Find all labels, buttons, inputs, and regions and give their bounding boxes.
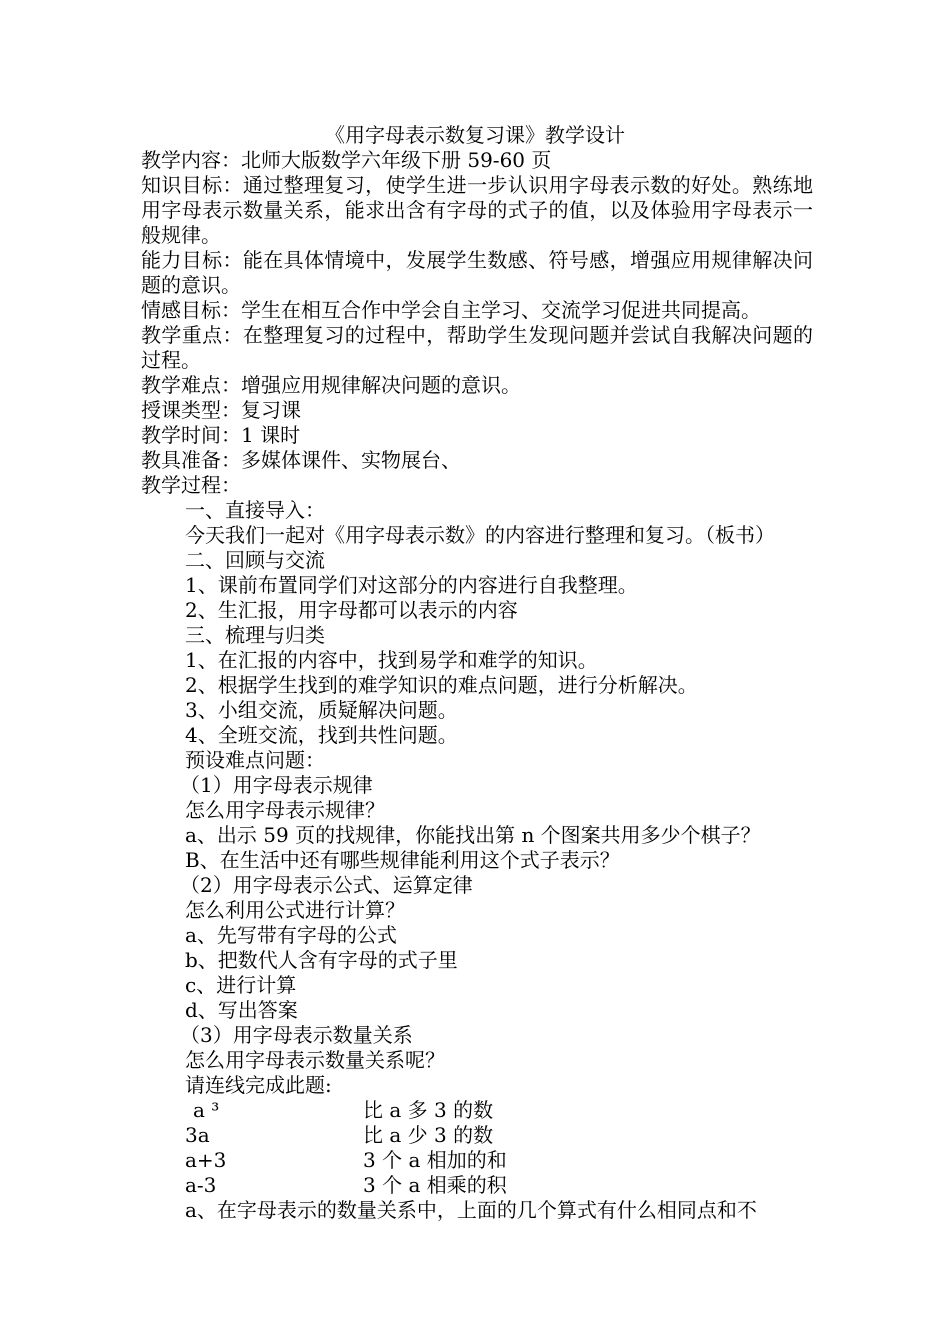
match-row <box>141 1173 813 1198</box>
question-3-a: a、在字母表示的数量关系中，上面的几个算式有什么相同点和不 <box>185 1198 757 1222</box>
section-1-title: 一、直接导入： <box>185 498 325 522</box>
section-2-title: 二、回顾与交流 <box>185 548 325 572</box>
document-title: 《用字母表示数复习课》教学设计 <box>325 123 625 147</box>
question-3-ask: 怎么用字母表示数量关系呢？ <box>185 1048 445 1072</box>
question-1-a: a、出示 59 页的找规律，你能找出第 n 个图案共用多少个棋子？ <box>185 823 761 847</box>
question-1-title: （1）用字母表示规律 <box>180 773 373 797</box>
section-3-item-2: 2、根据学生找到的难学知识的难点问题，进行分析解决。 <box>185 673 698 697</box>
question-2-c: c、进行计算 <box>185 973 297 997</box>
teaching-content: 教学内容：北师大版数学六年级下册 59-60 页 <box>141 148 552 172</box>
match-right-1: 比 a 多 3 的数 <box>363 1098 494 1122</box>
match-right-3: 3 个 a 相加的和 <box>363 1148 507 1172</box>
question-2-ask: 怎么利用公式进行计算？ <box>185 898 405 922</box>
match-row <box>141 1098 813 1123</box>
key-point: 教学重点：在整理复习的过程中，帮助学生发现问题并尝试自我解决问题的过程。 <box>141 323 813 372</box>
match-left-1: a ³ <box>193 1098 220 1122</box>
question-1-ask: 怎么用字母表示规律？ <box>185 798 385 822</box>
section-3-title: 三、梳理与归类 <box>185 623 325 647</box>
match-right-4: 3 个 a 相乘的积 <box>363 1173 507 1197</box>
question-2-title: （2）用字母表示公式、运算定律 <box>180 873 473 897</box>
section-3-item-4: 4、全班交流，找到共性问题。 <box>185 723 458 747</box>
match-left-4: a-3 <box>185 1173 217 1197</box>
match-row <box>141 1123 813 1148</box>
materials: 教具准备：多媒体课件、实物展台、 <box>141 448 461 472</box>
section-2-item-2: 2、生汇报，用字母都可以表示的内容 <box>185 598 518 622</box>
question-1-b: B、在生活中还有哪些规律能利用这个式子表示？ <box>185 848 620 872</box>
match-row <box>141 1148 813 1173</box>
question-3-title: （3）用字母表示数量关系 <box>180 1023 413 1047</box>
match-left-2: 3a <box>185 1123 210 1147</box>
match-right-2: 比 a 少 3 的数 <box>363 1123 494 1147</box>
section-3-item-3: 3、小组交流，质疑解决问题。 <box>185 698 458 722</box>
difficulty: 教学难点：增强应用规律解决问题的意识。 <box>141 373 521 397</box>
section-3-item-1: 1、在汇报的内容中，找到易学和难学的知识。 <box>185 648 598 672</box>
section-2-item-1: 1、课前布置同学们对这部分的内容进行自我整理。 <box>185 573 638 597</box>
knowledge-goal: 知识目标：通过整理复习，使学生进一步认识用字母表示数的好处。熟练地用字母表示数量关系，能求出含有字母的式子的值，以及体验用字母表示一般规律。 <box>141 173 813 247</box>
section-1-text: 今天我们一起对《用字母表示数》的内容进行整理和复习。（板书） <box>185 523 775 547</box>
match-left-3: a+3 <box>185 1148 227 1172</box>
preset-problems: 预设难点问题： <box>185 748 325 772</box>
question-2-b: b、把数代人含有字母的式子里 <box>185 948 458 972</box>
question-3-task: 请连线完成此题: <box>185 1073 332 1097</box>
lesson-type: 授课类型：复习课 <box>141 398 301 422</box>
question-2-a: a、先写带有字母的公式 <box>185 923 397 947</box>
emotion-goal: 情感目标：学生在相互合作中学会自主学习、交流学习促进共同提高。 <box>141 298 761 322</box>
lesson-time: 教学时间：1 课时 <box>141 423 301 447</box>
document-body <box>141 148 813 1223</box>
ability-goal: 能力目标：能在具体情境中，发展学生数感、符号感，增强应用规律解决问题的意识。 <box>141 248 813 297</box>
question-2-d: d、写出答案 <box>185 998 298 1022</box>
process-heading: 教学过程： <box>141 473 241 497</box>
